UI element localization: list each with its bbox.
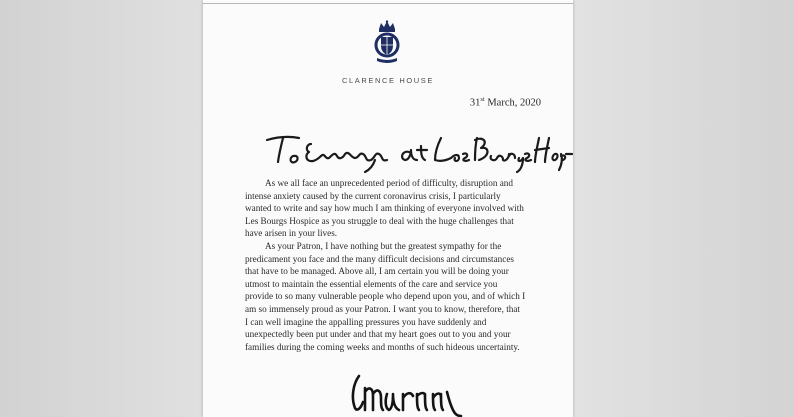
paragraph-2-line: unexpectedly been put under and that my heart goes out to you and your bbox=[245, 329, 511, 340]
paragraph-2-line: am so immensely proud as your Patron. I want you to know, therefore, that bbox=[245, 303, 520, 314]
handwritten-signature bbox=[345, 368, 463, 417]
paragraph-2-line: that have to be managed. Above all, I am certain you will be doing your bbox=[245, 266, 509, 277]
page-top-edge bbox=[203, 3, 573, 4]
paragraph-2-line: As your Patron, I have nothing but the greatest sympathy for the bbox=[265, 241, 502, 251]
handwritten-salutation bbox=[263, 128, 573, 174]
paragraph-2-line: I can well imagine the appalling pressures you have suddenly and bbox=[245, 316, 487, 327]
backdrop-left bbox=[0, 0, 203, 417]
paragraph-2-line: provide to so many vulnerable people who depend upon you, and of which I bbox=[245, 291, 526, 302]
paragraph-2 bbox=[245, 240, 537, 353]
paragraph-2-line: utmost to maintain the essential elements of the care and service you bbox=[245, 278, 498, 289]
royal-crest-icon bbox=[371, 20, 403, 64]
date-ordinal: st bbox=[480, 96, 485, 103]
paragraph-1-line: have arisen in your lives. bbox=[245, 228, 338, 239]
paragraph-2-line: predicament you face and the many difficult decisions and circumstances bbox=[245, 253, 514, 264]
backdrop-right bbox=[573, 0, 794, 417]
paragraph-1-line: intense anxiety caused by the current coronavirus crisis, I particularly bbox=[245, 190, 501, 201]
letter-date bbox=[470, 96, 541, 109]
date-day: 31 bbox=[469, 97, 481, 109]
paragraph-1-line: As we all face an unprecedented period of difficulty, disruption and bbox=[265, 178, 513, 188]
letter-page bbox=[203, 0, 573, 417]
paragraph-1-line: wanted to write and say how much I am thinking of everyone involved with bbox=[245, 203, 524, 214]
paragraph-1 bbox=[245, 177, 537, 240]
paragraph-1-line: Les Bourgs Hospice as you struggle to deal with the huge challenges that bbox=[245, 215, 514, 226]
letterhead-title: CLARENCE HOUSE bbox=[342, 76, 434, 85]
paragraph-2-line: families during the coming weeks and months of such hideous uncertainty. bbox=[245, 341, 520, 352]
date-month-year: March, 2020 bbox=[484, 97, 541, 109]
